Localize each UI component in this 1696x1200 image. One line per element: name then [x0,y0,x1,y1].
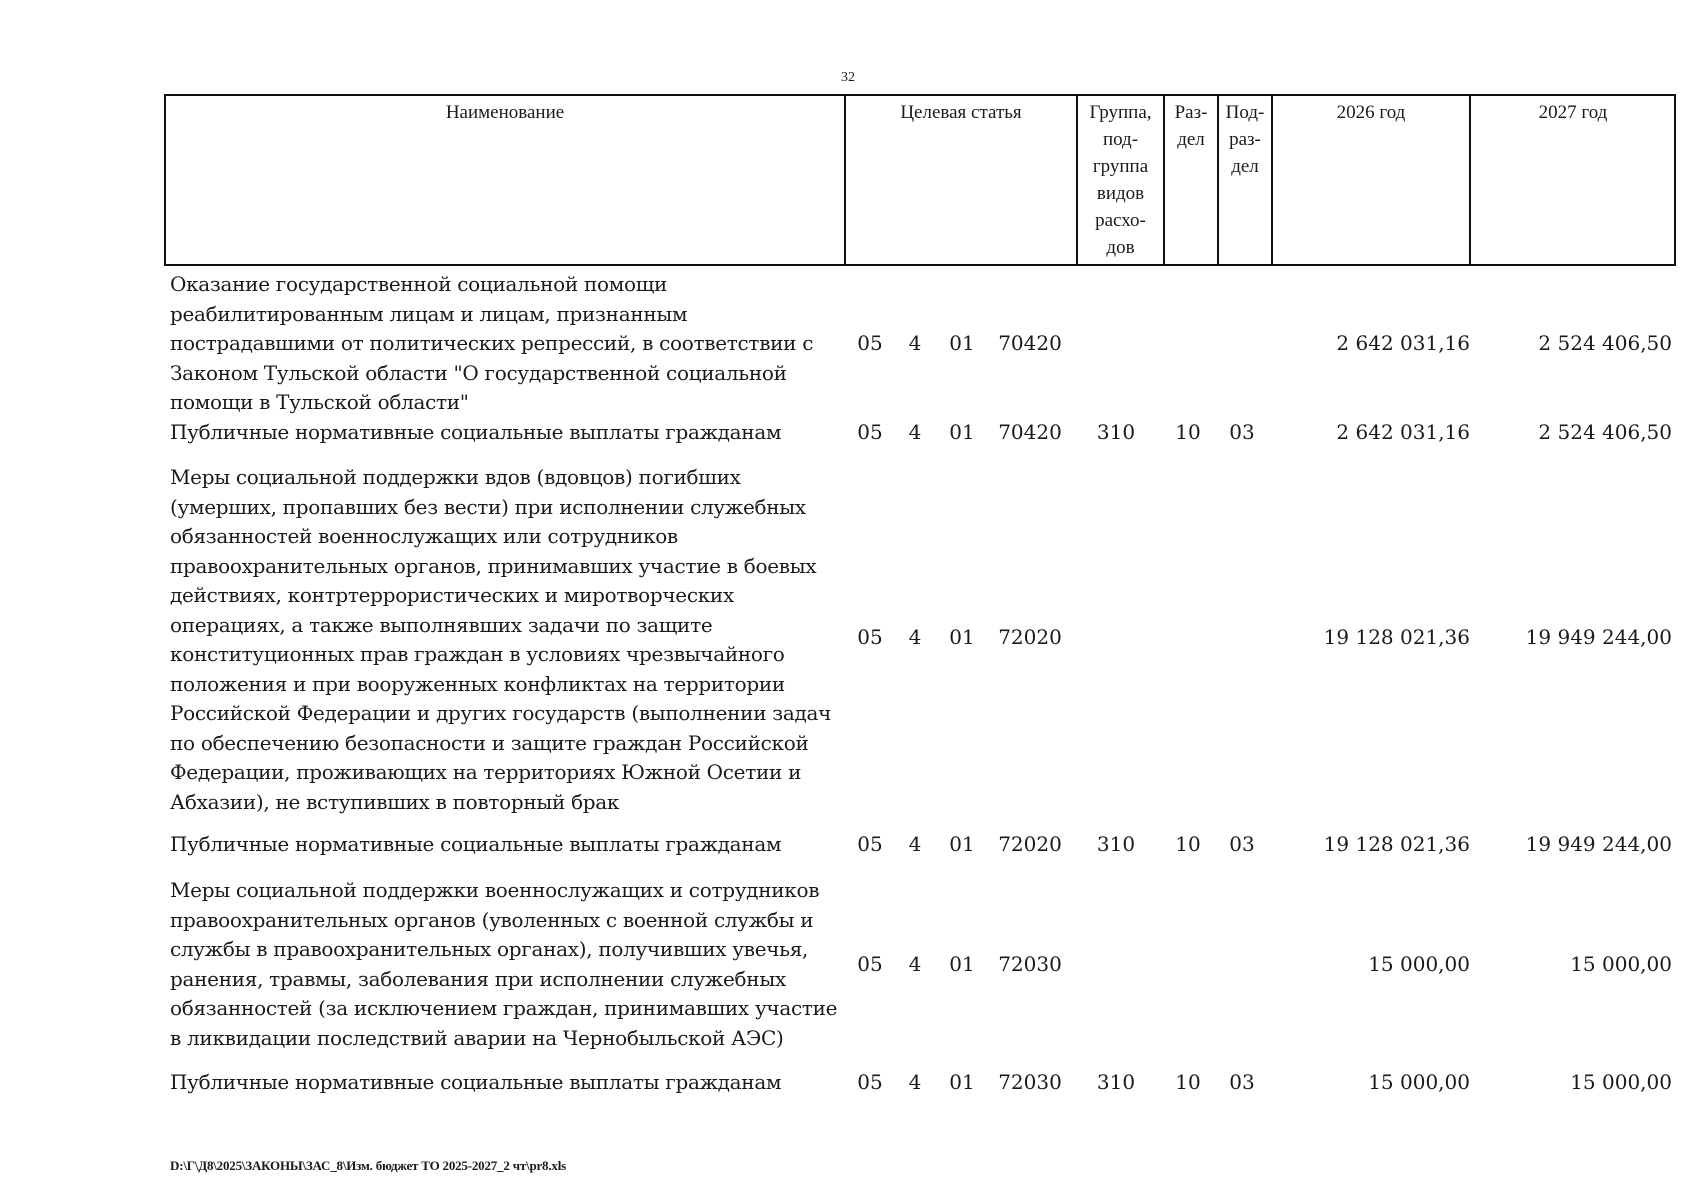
row-name: Публичные нормативные социальные выплаты гражданам [170,832,782,856]
row-value-2027: 19 949 244,00 [1525,625,1672,649]
header-group: Группа, под- группа видов расхо- дов [1076,96,1163,264]
row-value-2026: 2 642 031,16 [1336,420,1470,444]
row-code-b: 4 [908,952,922,976]
header-year-2026: 2026 год [1271,96,1469,264]
row-section: 10 [1175,420,1201,444]
row-subsection: 03 [1229,420,1255,444]
row-group: 310 [1096,1070,1136,1094]
row-group: 310 [1096,832,1136,856]
header-target-article: Целевая статья [844,96,1076,264]
row-name: Меры социальной поддержки вдов (вдовцов) погибших (умерших, пропавших без вести) при исполнении служебных обязанностей военнослужащих или сотрудников правоохранительных органов, принимавших участие в боевых действиях, контртеррористических и миротворческих операциях, а также выполнявших задачи по защите конституционных прав граждан в условиях чрезвычайного положения и при вооруженных конфликтах на территории Российской Федерации и других государств (выполнении задач по обеспечению безопасности и защите граждан Российской Федерации, проживающих на территориях Южной Осетии и Абхазии), не вступивших в повторный брак [170,465,832,814]
page-number: 32 [841,70,855,85]
row-value-2027: 15 000,00 [1570,1070,1672,1094]
row-code-a: 05 [857,832,883,856]
row-group: 310 [1096,420,1136,444]
row-value-2027: 2 524 406,50 [1538,420,1672,444]
row-value-2027: 19 949 244,00 [1525,832,1672,856]
table-header [164,94,1676,266]
row-value-2026: 19 128 021,36 [1323,832,1470,856]
row-code-b: 4 [908,625,922,649]
row-code-b: 4 [908,832,922,856]
row-value-2026: 19 128 021,36 [1323,625,1470,649]
row-code-d: 70420 [998,420,1062,444]
row-code-b: 4 [908,420,922,444]
row-code-d: 72020 [998,832,1062,856]
row-code-d: 72030 [998,1070,1062,1094]
row-code-c: 01 [949,331,975,355]
row-subsection: 03 [1229,1070,1255,1094]
row-name: Меры социальной поддержки военнослужащих и сотрудников правоохранительных органов (уволенных с военной службы и службы в правоохранительных органах), получивших увечья, ранения, травмы, заболевания при исполнении служебных обязанностей (за исключением граждан, принимавших участие в ликвидации последствий аварии на Чернобыльской АЭС) [170,878,838,1050]
row-code-a: 05 [857,331,883,355]
row-code-d: 72020 [998,625,1062,649]
row-value-2027: 15 000,00 [1570,952,1672,976]
row-code-b: 4 [908,331,922,355]
row-name: Публичные нормативные социальные выплаты гражданам [170,420,782,444]
row-code-a: 05 [857,625,883,649]
row-value-2026: 15 000,00 [1368,952,1470,976]
row-code-d: 72030 [998,952,1062,976]
row-code-c: 01 [949,420,975,444]
file-path-footer: D:\Г\Д8\2025\ЗАКОНЫ\ЗАС_8\Изм. бюджет ТО 2025-2027_2 чт\pr8.xls [170,1158,566,1173]
header-name: Наименование [445,102,565,123]
row-section: 10 [1175,832,1201,856]
row-name: Публичные нормативные социальные выплаты гражданам [170,1070,782,1094]
row-code-c: 01 [949,1070,975,1094]
row-code-c: 01 [949,832,975,856]
row-code-d: 70420 [998,331,1062,355]
row-code-c: 01 [949,625,975,649]
header-year-2027: 2027 год [1469,96,1675,264]
header-section: Раз- дел [1163,96,1217,264]
row-value-2026: 15 000,00 [1368,1070,1470,1094]
row-code-c: 01 [949,952,975,976]
header-subsection: Под- раз- дел [1217,96,1271,264]
row-subsection: 03 [1229,832,1255,856]
row-section: 10 [1175,1070,1201,1094]
row-name: Оказание государственной социальной помощи реабилитированным лицам и лицам, признанным пострадавшими от политических репрессий, в соответствии с Законом Тульской области "О государственной социальной помощи в Тульской области" [170,272,814,414]
row-code-a: 05 [857,952,883,976]
row-code-a: 05 [857,1070,883,1094]
row-value-2027: 2 524 406,50 [1538,331,1672,355]
row-code-a: 05 [857,420,883,444]
row-value-2026: 2 642 031,16 [1336,331,1470,355]
row-code-b: 4 [908,1070,922,1094]
